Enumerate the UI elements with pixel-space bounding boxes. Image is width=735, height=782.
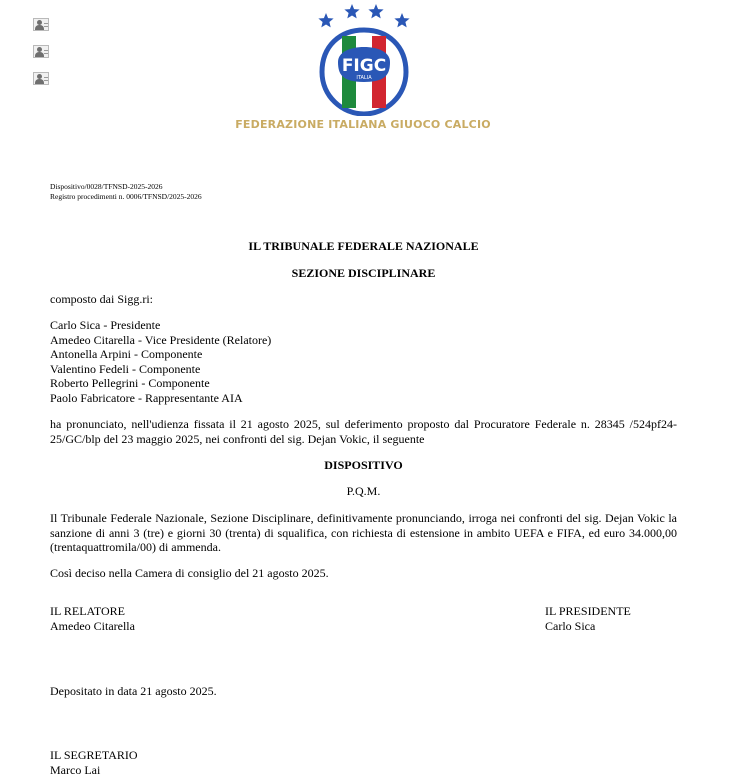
user-card-icon[interactable] bbox=[33, 45, 49, 58]
logo-text: FIGC bbox=[341, 56, 387, 76]
reference-dispositivo: Dispositivo/0028/TFNSD-2025-2026 bbox=[50, 182, 163, 191]
member-line: Paolo Fabricatore - Rappresentante AIA bbox=[50, 390, 243, 405]
ruling-paragraph: Il Tribunale Federale Nazionale, Sezione Disciplinare, definitivamente pronunciando, irroga nei confronti del sig. Dejan Vokic la sanzione di anni 3 (tre) e giorni 30 (trenta) di squalifica, con richiesta di estensione in ambito UEFA e FIFA, ed euro 34.000,00 (trentaquattromila/00) di ammenda. bbox=[50, 511, 677, 554]
member-line: Valentino Fedeli - Componente bbox=[50, 361, 201, 376]
relatore-name: Amedeo Citarella bbox=[50, 619, 135, 633]
member-line: Antonella Arpini - Componente bbox=[50, 347, 203, 361]
relatore-label: IL RELATORE bbox=[50, 604, 125, 618]
reference-registro: Registro procedimenti n. 0006/TFNSD/2025-2026 bbox=[50, 192, 202, 201]
figc-logo bbox=[316, 14, 412, 116]
document-subtitle: SEZIONE DISCIPLINARE bbox=[291, 266, 436, 280]
intro-paragraph: ha pronunciato, nell'udienza fissata il 21 agosto 2025, sul deferimento proposto dal Procuratore Federale n. 28345 /524pf24-25/GC/blp del 23 maggio 2025, nei confronti del sig. Dejan Vokic, il seguente bbox=[50, 417, 677, 446]
member-line: Carlo Sica - Presidente bbox=[50, 318, 161, 332]
federation-name: FEDERAZIONE ITALIANA GIUOCO CALCIO bbox=[235, 118, 491, 131]
segretario-name: Marco Lai bbox=[50, 763, 101, 777]
pqm-heading: P.Q.M. bbox=[346, 484, 381, 498]
user-card-icon[interactable] bbox=[33, 18, 49, 31]
presidente-label: IL PRESIDENTE bbox=[545, 604, 631, 618]
dispositivo-heading: DISPOSITIVO bbox=[324, 458, 403, 472]
presidente-name: Carlo Sica bbox=[545, 619, 596, 633]
deposit-statement: Depositato in data 21 agosto 2025. bbox=[50, 684, 217, 698]
user-card-icon[interactable] bbox=[33, 72, 49, 85]
member-line: Amedeo Citarella - Vice Presidente (Relatore) bbox=[50, 332, 272, 347]
logo-subtext: ITALIA bbox=[356, 75, 372, 81]
composed-by: composto dai Sigg.ri: bbox=[50, 292, 153, 306]
segretario-label: IL SEGRETARIO bbox=[50, 748, 138, 762]
document-title: IL TRIBUNALE FEDERALE NAZIONALE bbox=[248, 239, 479, 253]
member-line: Roberto Pellegrini - Componente bbox=[50, 376, 210, 390]
decision-statement: Così deciso nella Camera di consiglio del 21 agosto 2025. bbox=[50, 566, 329, 580]
